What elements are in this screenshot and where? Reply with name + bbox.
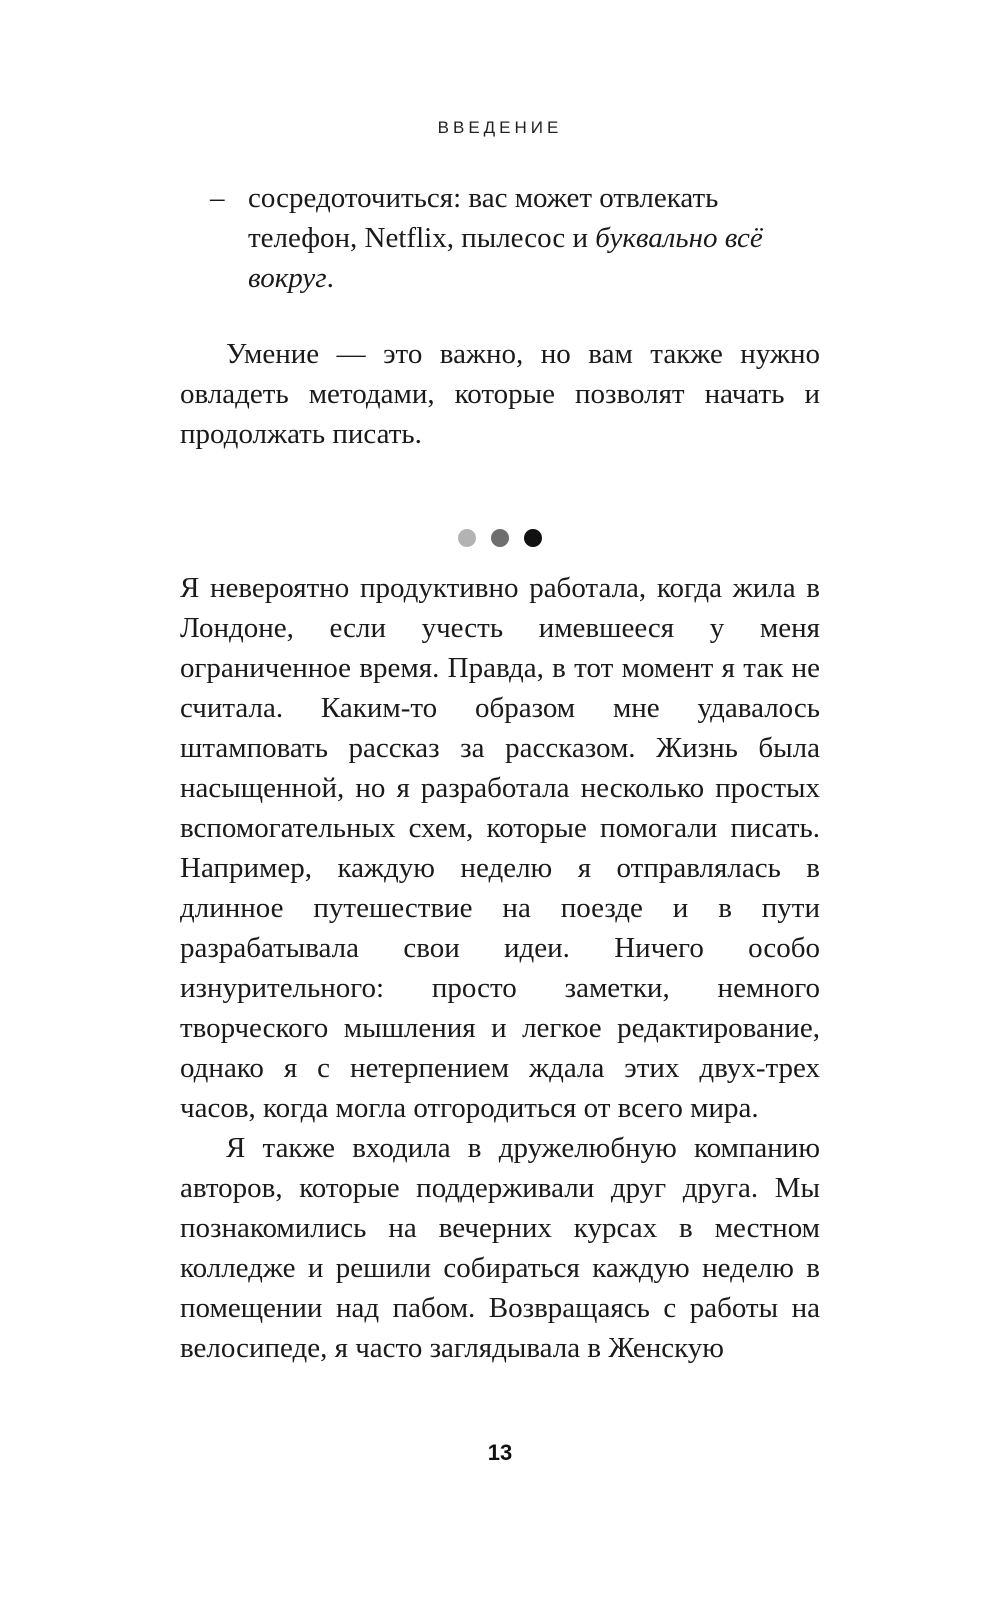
paragraph: Я также входила в дружелюбную компанию авторов, которые поддерживали друг друга. Мы познакомились на вечерних курсах в местном колледже и решили собираться каждую неделю в помещении над пабом. Возвращаясь с работы на велосипеде, я часто заглядывала в Женскую: [180, 1132, 820, 1364]
paragraph-block-1: [180, 334, 820, 454]
paragraph: Я невероятно продуктивно работала, когда жила в Лондоне, если учесть имевшееся у меня ограниченное время. Правда, в тот момент я так не считала. Каким-то образом мне удавалось штамповать рассказ за рассказом. Жизнь была насыщенной, но я разработала несколько простых вспомогательных схем, которые помогали писать. Например, каждую неделю я отправлялась в длинное путешествие на поезде и в пути разрабатывала свои идеи. Ничего особо изнурительного: просто заметки, немного творческого мышления и легкое редактирование, однако я с нетерпением ждала этих двух-трех часов, когда могла отгородиться от всего мира.: [180, 572, 820, 1124]
separator-dot-dark: [524, 529, 542, 547]
list-item-italic-text: буквально всё вокруг: [248, 222, 763, 294]
running-head: ВВЕДЕНИЕ: [437, 118, 563, 137]
list-item: [210, 178, 830, 298]
list-dash: –: [210, 182, 225, 214]
separator-dot-light: [458, 529, 476, 547]
page-number: 13: [487, 1440, 513, 1465]
section-separator: [458, 528, 542, 548]
paragraph-block-2: [180, 568, 820, 1368]
list-item-text: сосредоточиться: вас может отвлекать телефон, Netflix, пылесос и: [248, 182, 719, 254]
list-block: [210, 178, 830, 298]
list-item-period: .: [326, 262, 334, 294]
separator-dot-medium: [491, 529, 509, 547]
paragraph: Умение — это важно, но вам также нужно овладеть методами, которые позволят начать и продолжать писать.: [180, 338, 820, 450]
